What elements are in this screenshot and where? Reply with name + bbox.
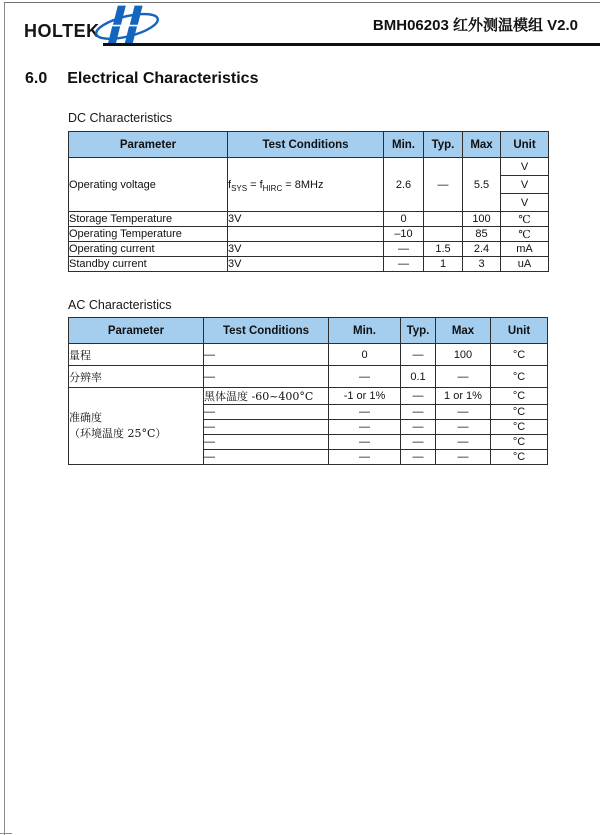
test-condition-cell: — [204,344,329,366]
typ-cell: 1.5 [424,242,463,257]
col-header-unit: Unit [491,318,548,344]
dc-table [68,131,549,272]
dc-table-caption: DC Characteristics [68,111,173,125]
unit-cell: V [501,176,549,194]
min-cell: 2.6 [384,158,424,212]
typ-cell [424,212,463,227]
typ-cell: 1 [424,257,463,272]
test-condition-cell [228,158,384,212]
unit-cell: ℃ [501,212,549,227]
holtek-logo-text: HOLTEK [24,21,100,41]
typ-cell: — [401,450,436,465]
max-cell: 1 or 1% [436,388,491,405]
min-cell: — [384,257,424,272]
table-row [69,242,549,257]
table-row [69,227,549,242]
ac-header-row [69,318,548,344]
holtek-logo-icon [92,4,162,48]
max-cell: — [436,450,491,465]
test-condition-cell: 黑体温度 -60~400°C [204,388,329,405]
parameter-cell: Storage Temperature [69,212,228,227]
unit-cell: V [501,194,549,212]
test-condition-cell: 3V [228,242,384,257]
ac-table [68,317,548,465]
col-header-min: Min. [384,132,424,158]
unit-cell: °C [491,388,548,405]
col-header-max: Max [436,318,491,344]
col-header-test-conditions: Test Conditions [204,318,329,344]
table-row [69,212,549,227]
test-condition-cell: 3V [228,212,384,227]
unit-cell: °C [491,366,548,388]
min-cell: — [329,450,401,465]
parameter-cell: Operating current [69,242,228,257]
typ-cell: 0.1 [401,366,436,388]
col-header-unit: Unit [501,132,549,158]
max-cell: 3 [463,257,501,272]
max-cell: — [436,435,491,450]
min-cell: -1 or 1% [329,388,401,405]
parameter-cell [69,388,204,465]
max-cell: 2.4 [463,242,501,257]
cond-text: f [228,178,232,191]
col-header-test-conditions: Test Conditions [228,132,384,158]
table-row [69,366,548,388]
unit-cell: mA [501,242,549,257]
max-cell: 85 [463,227,501,242]
section-number: 6.0 [25,70,48,87]
typ-cell: — [401,420,436,435]
unit-cell: °C [491,435,548,450]
min-cell: — [384,242,424,257]
header-rule [103,43,600,46]
cond-text: = f [247,178,263,191]
min-cell: 0 [384,212,424,227]
parameter-cell: Operating Temperature [69,227,228,242]
test-condition-cell: — [204,366,329,388]
min-cell: 0 [329,344,401,366]
typ-cell: — [401,344,436,366]
cond-text: = 8MHz [282,178,324,191]
max-cell: 5.5 [463,158,501,212]
section-title: Electrical Characteristics [67,70,259,87]
parameter-cell: Standby current [69,257,228,272]
parameter-cell: Operating voltage [69,158,228,212]
dc-header-row [69,132,549,158]
col-header-typ: Typ. [424,132,463,158]
col-header-typ: Typ. [401,318,436,344]
min-cell: — [329,366,401,388]
typ-cell [424,227,463,242]
typ-cell: — [401,435,436,450]
cond-subscript: SYS [231,183,248,193]
table-row [69,257,549,272]
typ-cell: — [401,405,436,420]
test-condition-cell: — [204,405,329,420]
test-condition-cell: — [204,450,329,465]
table-row [69,344,548,366]
section-heading [25,70,258,88]
parameter-cell: 分辨率 [69,366,204,388]
col-header-parameter: Parameter [69,132,228,158]
unit-cell: °C [491,450,548,465]
ac-table-caption: AC Characteristics [68,298,172,312]
test-condition-cell: — [204,420,329,435]
unit-cell: °C [491,420,548,435]
unit-cell: °C [491,344,548,366]
max-cell: 100 [463,212,501,227]
unit-cell: ℃ [501,227,549,242]
min-cell: –10 [384,227,424,242]
max-cell: — [436,405,491,420]
cond-subscript: HIRC [262,183,283,193]
table-row [69,388,548,405]
unit-cell: V [501,158,549,176]
unit-cell: uA [501,257,549,272]
min-cell: — [329,420,401,435]
max-cell: — [436,366,491,388]
col-header-max: Max [463,132,501,158]
parameter-cell: 量程 [69,344,204,366]
unit-cell: °C [491,405,548,420]
min-cell: — [329,435,401,450]
test-condition-cell: — [204,435,329,450]
accuracy-param-line1: 准确度 [69,411,102,424]
col-header-min: Min. [329,318,401,344]
min-cell: — [329,405,401,420]
table-row [69,158,549,176]
max-cell: 100 [436,344,491,366]
typ-cell: — [424,158,463,212]
max-cell: — [436,420,491,435]
test-condition-cell [228,227,384,242]
typ-cell: — [401,388,436,405]
page-border-bottom-stub [0,833,12,834]
test-condition-cell: 3V [228,257,384,272]
document-title: BMH06203 红外测温模组 V2.0 [372,17,578,34]
col-header-parameter: Parameter [69,318,204,344]
accuracy-param-line2: （环境温度 25°C） [69,427,167,440]
